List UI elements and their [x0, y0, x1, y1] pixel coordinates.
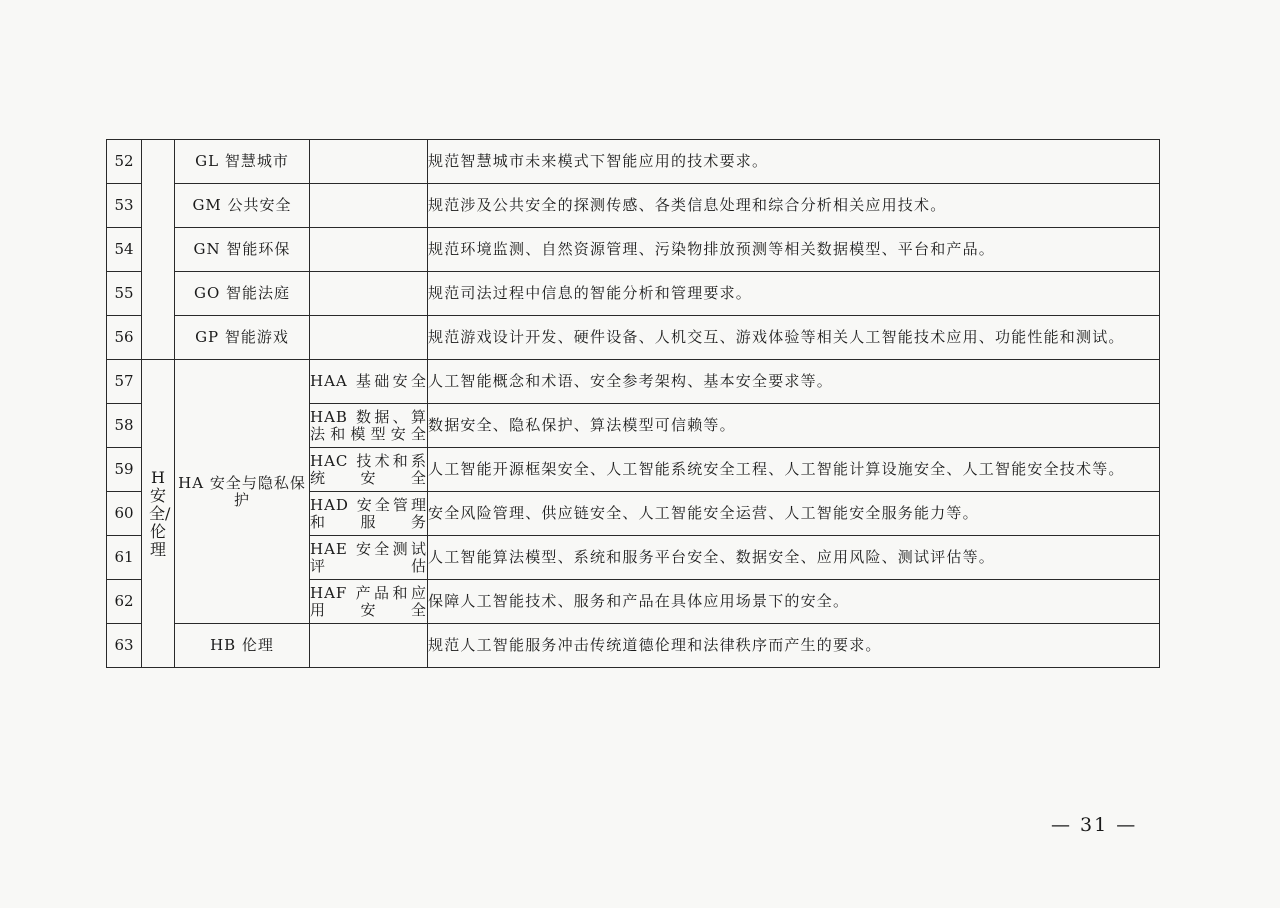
description-cell: 人工智能开源框架安全、人工智能系统安全工程、人工智能计算设施安全、人工智能安全技术等。 — [428, 448, 1160, 492]
description-cell: 规范司法过程中信息的智能分析和管理要求。 — [428, 272, 1160, 316]
level3-cell-empty — [310, 140, 428, 184]
level3-label: HAC 技术和系统安全 — [310, 448, 428, 492]
description-cell: 规范人工智能服务冲击传统道德伦理和法律秩序而产生的要求。 — [428, 624, 1160, 668]
row-number: 62 — [107, 580, 142, 624]
category-cell-g-continued — [142, 140, 175, 360]
row-number: 55 — [107, 272, 142, 316]
row-number: 54 — [107, 228, 142, 272]
page-number: — 31 — — [1051, 814, 1138, 836]
row-number: 60 — [107, 492, 142, 536]
level2-label: GO 智能法庭 — [175, 272, 310, 316]
level3-label: HAD 安全管理和服务 — [310, 492, 428, 536]
row-number: 53 — [107, 184, 142, 228]
level3-label: HAF 产品和应用安全 — [310, 580, 428, 624]
level3-cell-empty — [310, 316, 428, 360]
description-cell: 安全风险管理、供应链安全、人工智能安全运营、人工智能安全服务能力等。 — [428, 492, 1160, 536]
level3-label: HAE 安全测试评估 — [310, 536, 428, 580]
level3-cell-empty — [310, 184, 428, 228]
level3-cell-empty — [310, 272, 428, 316]
table-row — [107, 272, 1160, 316]
description-cell: 数据安全、隐私保护、算法模型可信赖等。 — [428, 404, 1160, 448]
row-number: 59 — [107, 448, 142, 492]
row-number: 52 — [107, 140, 142, 184]
row-number: 57 — [107, 360, 142, 404]
level2-label: HB 伦理 — [175, 624, 310, 668]
description-cell: 规范环境监测、自然资源管理、污染物排放预测等相关数据模型、平台和产品。 — [428, 228, 1160, 272]
table-row — [107, 140, 1160, 184]
level3-label: HAA 基础安全 — [310, 360, 428, 404]
description-cell: 人工智能算法模型、系统和服务平台安全、数据安全、应用风险、测试评估等。 — [428, 536, 1160, 580]
row-number: 63 — [107, 624, 142, 668]
level2-label: GM 公共安全 — [175, 184, 310, 228]
row-number: 58 — [107, 404, 142, 448]
description-cell: 保障人工智能技术、服务和产品在具体应用场景下的安全。 — [428, 580, 1160, 624]
description-cell: 规范智慧城市未来模式下智能应用的技术要求。 — [428, 140, 1160, 184]
description-cell: 规范涉及公共安全的探测传感、各类信息处理和综合分析相关应用技术。 — [428, 184, 1160, 228]
level3-cell-empty — [310, 228, 428, 272]
level3-label: HAB 数据、算法和模型安全 — [310, 404, 428, 448]
table-row — [107, 316, 1160, 360]
standards-table — [106, 139, 1160, 668]
category-cell-h — [142, 360, 175, 668]
table-row — [107, 184, 1160, 228]
level2-label-ha: HA 安全与隐私保护 — [175, 360, 310, 624]
description-cell: 人工智能概念和术语、安全参考架构、基本安全要求等。 — [428, 360, 1160, 404]
description-cell: 规范游戏设计开发、硬件设备、人机交互、游戏体验等相关人工智能技术应用、功能性能和测试。 — [428, 316, 1160, 360]
level2-label: GP 智能游戏 — [175, 316, 310, 360]
table-row — [107, 624, 1160, 668]
table-row — [107, 360, 1160, 404]
row-number: 56 — [107, 316, 142, 360]
table-row — [107, 228, 1160, 272]
level2-label: GN 智能环保 — [175, 228, 310, 272]
level3-cell-empty — [310, 624, 428, 668]
level2-label: GL 智慧城市 — [175, 140, 310, 184]
category-label: H安全/伦理 — [149, 467, 171, 559]
row-number: 61 — [107, 536, 142, 580]
